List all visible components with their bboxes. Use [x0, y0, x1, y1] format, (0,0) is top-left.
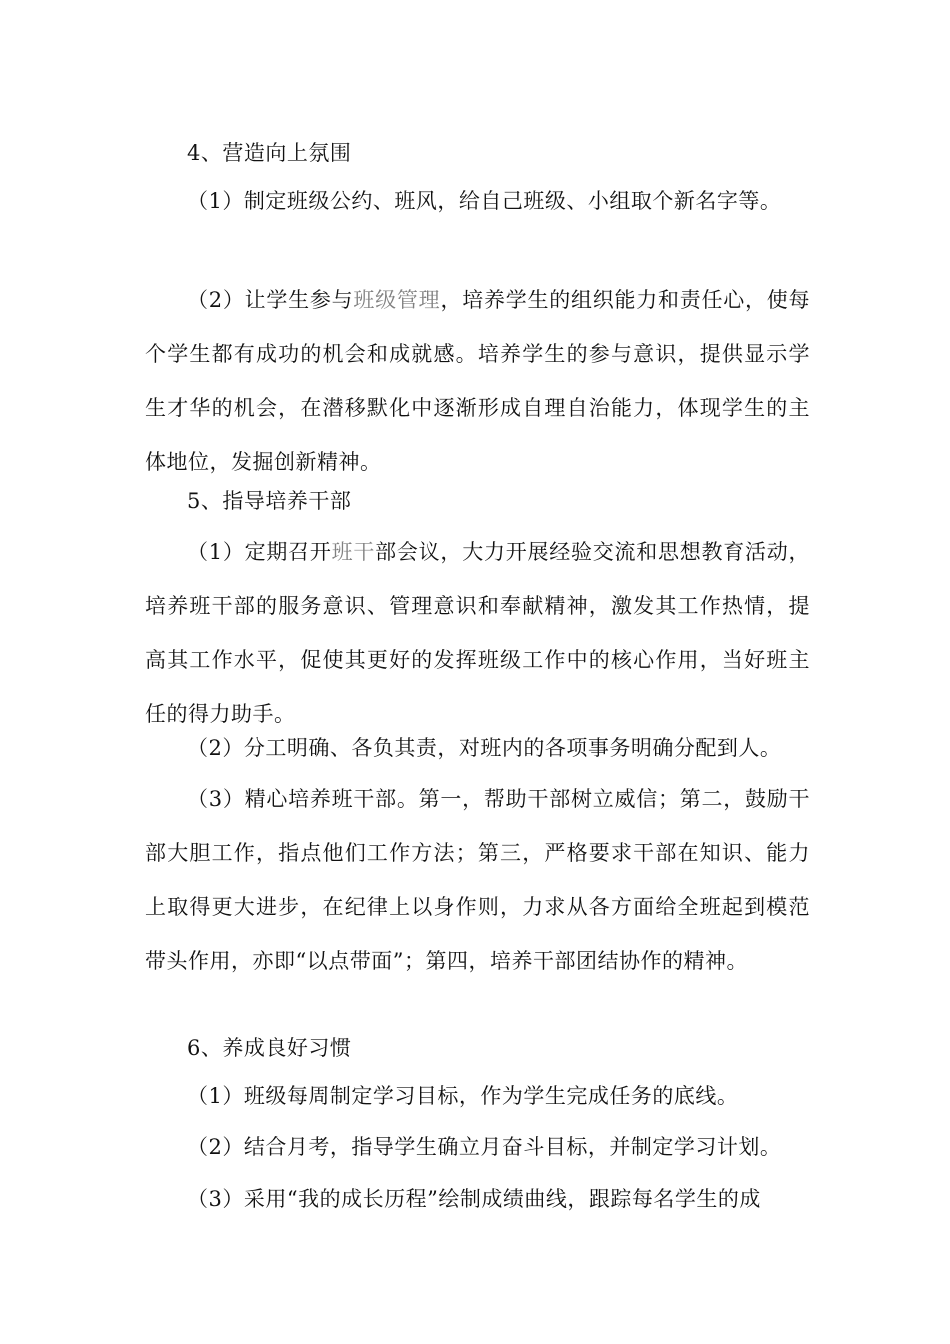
paragraph-5-3: （3）精心培养班干部。第一，帮助干部树立威信；第二，鼓励干部大胆工作，指点他们工作方法；第三，严格要求干部在知识、能力上取得更大进步，在纪律上以身作则，力求从各方面给全班起到模范带头作用，亦即“以点带面”；第四，培养干部团结协作的精神。 [145, 787, 810, 973]
paragraph-5-1 [145, 525, 810, 741]
section-heading-4: 4、营造向上氛围 [187, 141, 352, 165]
paragraph-5-2: （2）分工明确、各负其责，对班内的各项事务明确分配到人。 [187, 736, 782, 760]
paragraph-6-1: （1）班级每周制定学习目标，作为学生完成任务的底线。 [187, 1084, 739, 1108]
paragraph-4-2 [145, 273, 810, 489]
section-heading-6: 6、养成良好习惯 [187, 1036, 352, 1060]
section-heading-5: 5、指导培养干部 [187, 489, 352, 513]
paragraph-6-2: （2）结合月考，指导学生确立月奋斗目标，并制定学习计划。 [187, 1135, 782, 1159]
paragraph-5-1-text-end: 部会议，大力开展经验交流和思想教育活动，培养班干部的服务意识、管理意识和奉献精神，激发其工作热情，提高其工作水平，促使其更好的发挥班级工作中的核心作用，当好班主任的得力助手。 [145, 540, 811, 726]
paragraph-4-2-text-end: ，培养学生的组织能力和责任心，使每个学生都有成功的机会和成就感。培养学生的参与意识，提供显示学生才华的机会，在潜移默化中逐渐形成自理自治能力，体现学生的主体地位，发掘创新精神。 [145, 288, 811, 474]
paragraph-4-1: （1）制定班级公约、班风，给自己班级、小组取个新名字等。 [187, 189, 782, 213]
paragraph-4-2-text-start: （2）让学生参与 [187, 288, 354, 312]
paragraph-6-3: （3）采用“我的成长历程”绘制成绩曲线，跟踪每名学生的成 [187, 1187, 761, 1211]
paragraph-5-1-text-start: （1）定期召开 [187, 540, 332, 564]
class-management-link: 班级管理 [353, 288, 441, 312]
class-cadre-link: 班干 [331, 540, 376, 564]
